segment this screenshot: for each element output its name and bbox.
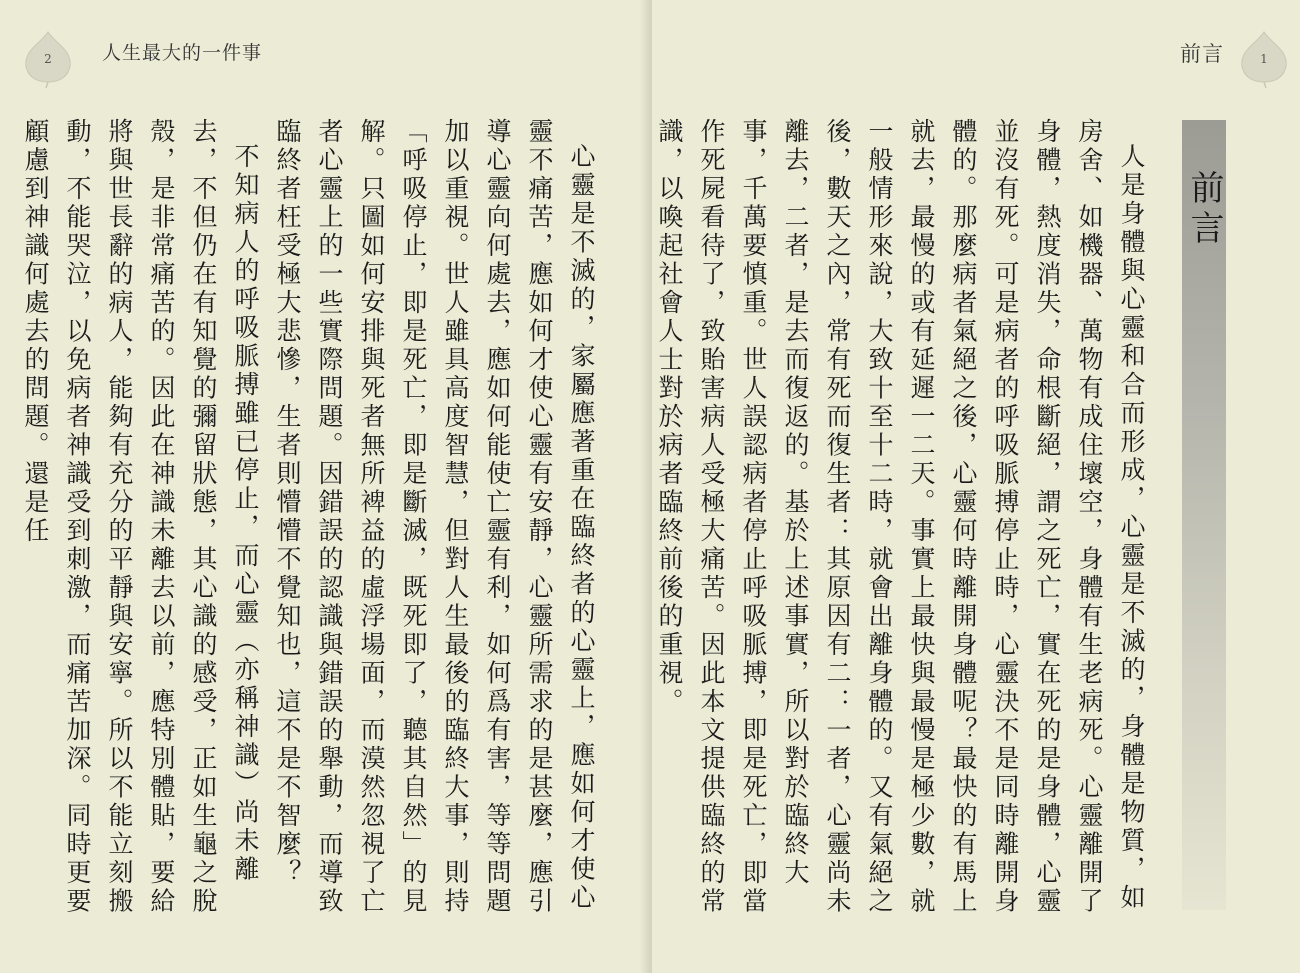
chapter-title: 前言 bbox=[1184, 170, 1224, 250]
page-number: 2 bbox=[44, 52, 52, 66]
page-body bbox=[21, 118, 602, 918]
paragraph: 心靈是不滅的，家屬應著重在臨終者的心靈上，應如何才使心靈不痛苦，應如何才使心靈有安靜，心靈所需求的是甚麼，應引導心靈向何處去，應如何能使亡靈有利，如何爲有害，等等問題加以重視。世人雖具高度智慧，但對人生最後的臨終大事，則持「呼吸停止，即是死亡，即是斷滅，既死即了，聽其自然」的見解。只圖如何安排與死者無所裨益的虛浮場面，而漠然忽視了亡者心靈上的一些實際問題。因錯誤的認識與錯誤的舉動，而導致臨終者枉受極大悲慘，生者則懵懵不覺知也，這不是不智麼？ bbox=[273, 118, 596, 916]
paragraph: 人是身體與心靈和合而形成，心靈是不滅的，身體是物質，如房舍、如機器、萬物有成住壞空，身體有生老病死。心靈離開了身體，熱度消失，命根斷絕，謂之死亡，實在死的是身體，心靈並沒有死。可是病者的呼吸脈搏停止時，心靈決不是同時離開身體的。那麼病者氣絕之後，心靈何時離開身體呢？最快的有馬上就去，最慢的或有延遲一二天。事實上最快與最慢是極少數，就一般情形來說，大致十至十二時，就會出離身體的。又有氣絕之後，數天之內，常有死而復生者：其原因有二：一者，心靈尚未離去，二者，是去而復返的。基於上述事實，所以對於臨終大事，千萬要慎重。世人誤認病者停止呼吸脈搏，即是死亡，即當作死屍看待了，致貽害病人受極大痛苦。因此本文提供臨終的常識，以喚起社會人士對於病者臨終前後的重視。 bbox=[655, 118, 1146, 916]
running-header: 前言 bbox=[1180, 42, 1224, 66]
page-body bbox=[655, 118, 1152, 918]
running-header: 人生最大的一件事 bbox=[102, 42, 263, 64]
left-page bbox=[0, 0, 648, 973]
paragraph: 不知病人的呼吸脈搏雖已停止，而心靈（亦稱神識）尚未離去，不但仍在有知覺的彌留狀態，其心識的感受，正如生龜之脫殼，是非常痛苦的。因此在神識未離去以前，應特別體貼，要給將與世長辭的病人，能夠有充分的平靜與安寧。所以不能立刻搬動，不能哭泣，以免病者神識受到刺激，而痛苦加深。同時更要顧慮到神識何處去的問題。還是任 bbox=[21, 118, 260, 916]
page-number: 1 bbox=[1260, 52, 1268, 66]
